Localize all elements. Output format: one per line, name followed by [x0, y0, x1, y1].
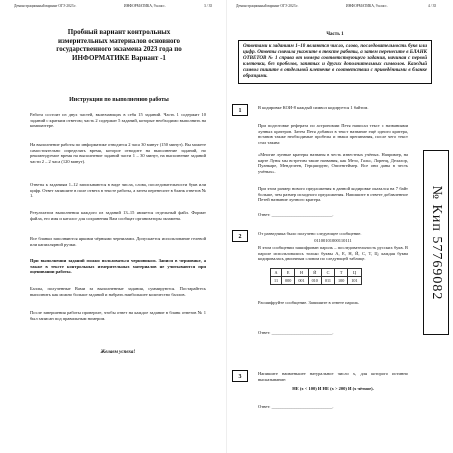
- paragraph-5: Все бланки заполняются яркими чёрными чернилами. Допускается использование гелевой или капиллярной ручки.: [30, 236, 206, 247]
- left-page: [0, 0, 226, 453]
- header-exam: Демонстрационный вариант ОГЭ 2023 г.: [14, 4, 77, 8]
- header-exam: Демонстрационный вариант ОГЭ 2023 г.: [236, 4, 299, 8]
- code-table-letters: [271, 269, 362, 277]
- table-cell: Ц: [348, 269, 361, 277]
- question-2-task: Расшифруйте сообщение. Запишите в ответе пароль.: [258, 300, 360, 305]
- code-table: [270, 268, 362, 285]
- question-1-intro: В кодировке КОИ-8 каждый символ кодируется 1 байтом.: [258, 105, 369, 110]
- question-2-answer-field[interactable]: Ответ: ___________________________.: [258, 330, 334, 335]
- question-1-number: 1: [232, 104, 248, 116]
- table-cell: Н: [295, 269, 308, 277]
- table-cell: Е: [282, 269, 295, 277]
- question-1-answer-field[interactable]: Ответ: ___________________________.: [258, 212, 334, 217]
- header-page: 3 / 35: [204, 4, 213, 8]
- right-page: [228, 0, 453, 453]
- table-cell: 011: [321, 277, 334, 285]
- table-cell: А: [271, 269, 282, 277]
- table-cell: 100: [335, 277, 348, 285]
- part-title: Часть 1: [326, 32, 344, 37]
- table-cell: 000: [282, 277, 295, 285]
- header-subject: ИНФОРМАТИКА, 9 класс.: [124, 4, 166, 8]
- wish-text: Желаем успеха!: [100, 350, 136, 355]
- header-page: 4 / 35: [428, 4, 437, 8]
- instructions-title: Инструкция по выполнению работы: [69, 97, 169, 103]
- table-cell: 11: [271, 277, 282, 285]
- table-cell: 010: [308, 277, 321, 285]
- question-2-intro: От разведчика было получено следующее сообщение.: [258, 231, 362, 236]
- kim-number: № Кип 57769082: [429, 185, 444, 300]
- question-1-quote: «Многие лунные кратеры названы в честь известных учёных. Например, на карте Луны мы встретим такие названия, как Мезо, Гальс, Лоренц, Делалор, Пуанкаре, Менделеев, Герцшпрунг, Оппенгеймер. Все они даны в честь учёных».: [258, 152, 408, 174]
- question-2-number: 2: [232, 230, 248, 242]
- question-1-task: При этом размер нового предложения в данной кодировке оказался на 7 байт больше, чем размер исходного предложения. Напишите в ответе добавленное Петей название лунного кратера.: [258, 186, 408, 202]
- question-3-number: 3: [232, 370, 248, 382]
- table-cell: 101: [348, 277, 361, 285]
- question-2-code: 01100101000110111: [314, 238, 352, 243]
- paragraph-2: На выполнение работы по информатике отводится 2 часа 30 минут (150 минут). Вы можете самостоятельно определять время, которое отводите на выполнение заданий, но рекомендуемое время на выполнение заданий части 1 – 30 минут, на выполнение заданий части 2 – 2 часа (120 минут).: [30, 142, 206, 164]
- question-2-text: В этом сообщении зашифрован пароль – последовательность русских букв. В пароле использовались только буквы А, Е, Н, Й, С, Т, Ц; каждая буква кодировалась двоичным словом по следующей таблице.: [258, 245, 408, 261]
- question-3-expression: НЕ (x < 100) И НЕ (x > 200) И (x чётное).: [292, 386, 374, 391]
- page-title: Пробный вариант контрольных измерительных материалов основного государственного экзамена 2023 года по ИНФОРМАТИКЕ Вариант -1: [56, 28, 182, 62]
- question-3-answer-field[interactable]: Ответ: ___________________________.: [258, 404, 334, 409]
- kim-number-stamp: [423, 150, 449, 335]
- table-cell: Т: [335, 269, 348, 277]
- table-cell: 001: [295, 277, 308, 285]
- table-cell: С: [321, 269, 334, 277]
- code-table-codes: [271, 277, 362, 285]
- paragraph-8: После завершения работы проверьте, чтобы ответ на каждое задание в бланк ответов № 1 был записан под правильным номером.: [30, 310, 206, 321]
- question-3-text: Напишите наименьшее натуральное число x, для которого истинно высказывание:: [258, 371, 408, 382]
- header-subject: ИНФОРМАТИКА, 9 класс.: [346, 4, 388, 8]
- paragraph-4: Результатом выполнения каждого из заданий 13–15 является отдельный файл. Формат файла, его имя и каталог для сохранения Вам сообщат организаторы экзамена.: [30, 210, 206, 221]
- paragraph-3: Ответы к заданиям 1–12 записываются в виде числа, слова, последовательности букв или цифр. Ответ запишите в поле ответа в тексте работы, а затем перенесите в бланк ответов № 1.: [30, 182, 206, 198]
- paragraph-6: При выполнении заданий можно пользоваться черновиком. Записи в черновике, а также в тексте контрольных измерительных материалов не учитываются при оценивании работы.: [30, 258, 206, 274]
- instruction-box: Ответами к заданиям 1–10 являются число, слово, последовательность букв или цифр. Ответы сначала укажите в тексте работы, а затем перенесите в БЛАНК ОТВЕТОВ № 1 справа от номера соответствующего задания, начиная с первой клеточки, без пробелов, запятых и других дополнительных символов. Каждый символ пишите в отдельной клеточке в соответствии с приведёнными в бланке образцами.: [238, 40, 432, 84]
- question-1-text: При подготовке реферата по астрономии Петя написал текст с названиями лунных кратеров. Затем Петя добавил в текст название ещё одного кратера, вставив также необходимые пробелы и знаки препинания, после чего текст стал таким:: [258, 123, 408, 145]
- table-cell: Й: [308, 269, 321, 277]
- paragraph-7: Баллы, полученные Вами за выполненные задания, суммируются. Постарайтесь выполнить как можно больше заданий и набрать наибольшее количество баллов.: [30, 286, 206, 297]
- paragraph-1: Работа состоит из двух частей, включающих в себя 15 заданий. Часть 1 содержит 10 заданий с кратким ответом; часть 2 содержит 5 заданий, которые необходимо выполнить на компьютере.: [30, 112, 206, 128]
- page-divider: [226, 0, 227, 453]
